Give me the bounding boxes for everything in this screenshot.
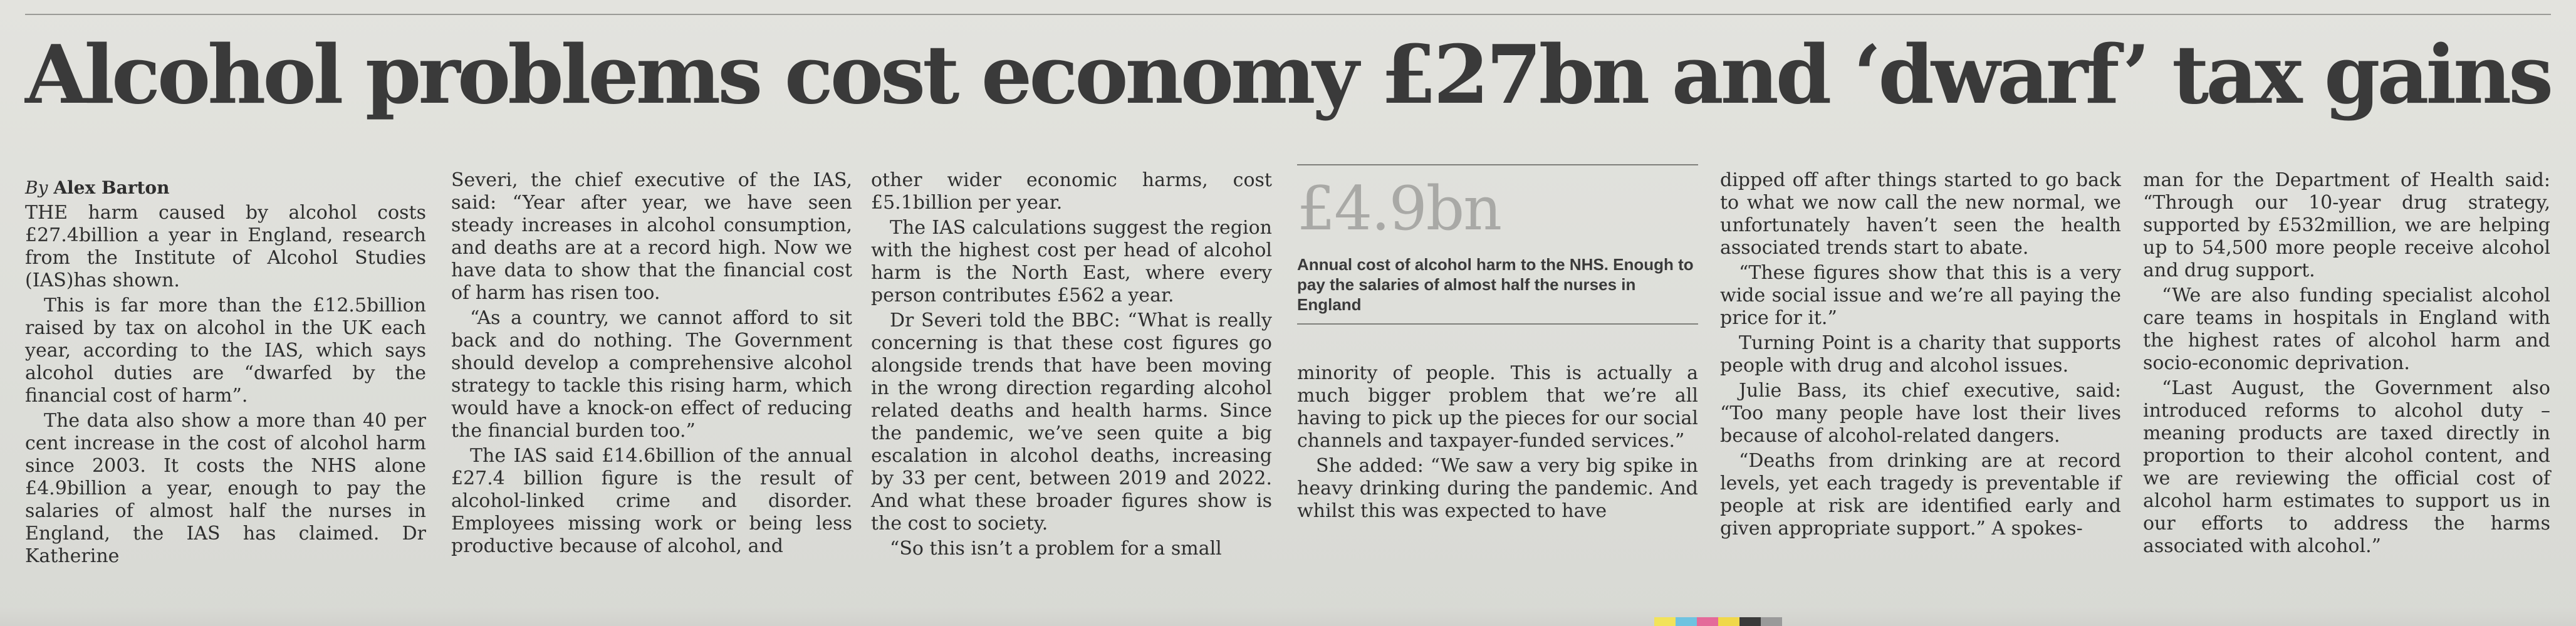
print-color-swatch	[1697, 617, 1718, 626]
print-color-swatch	[1761, 617, 1782, 626]
paragraph: “We are also funding specialist alcohol care teams in hospitals in England with the highest rates of alcohol harm and socio-economic deprivation.	[2143, 284, 2550, 374]
paragraph: “As a country, we cannot afford to sit back and do nothing. The Government should develop a comprehensive alcohol strategy to tackle this rising harm, which would have a knock-on effect of reducing the financial burden too.”	[451, 307, 852, 442]
print-color-swatch	[1739, 617, 1761, 626]
article-column-4	[1297, 164, 1698, 525]
paragraph: The IAS calculations suggest the region with the highest cost per head of alcohol harm is the North East, where every person contributes £562 a year.	[871, 217, 1272, 306]
article-column-6	[2143, 169, 2550, 560]
stat-figure: £4.9bn	[1297, 174, 1501, 244]
byline	[25, 177, 426, 199]
article-column-1	[25, 177, 426, 570]
stat-bottom-rule	[1297, 323, 1698, 325]
paragraph: Severi, the chief executive of the IAS, said: “Year after year, we have seen steady increases in alcohol consumption, and deaths are at a record high. Now we have data to show that the financial cost of harm has risen too.	[451, 169, 852, 304]
stat-caption: Annual cost of alcohol harm to the NHS. Enough to pay the salaries of almost half the nurses in England	[1297, 255, 1694, 314]
print-color-bar	[1654, 617, 1782, 626]
paragraph: Dr Severi told the BBC: “What is really concerning is that these cost figures go alongside trends that have been moving in the wrong direction regarding alcohol related deaths and health harms. Since the pandemic, we’ve seen quite a big escalation in alcohol deaths, increasing by 33 per cent, between 2019 and 2022. And what these broader figures show is the cost to society.	[871, 310, 1272, 535]
paragraph: Turning Point is a charity that supports people with drug and alcohol issues.	[1720, 332, 2121, 377]
article-column-5	[1720, 169, 2121, 543]
paragraph: “These figures show that this is a very wide social issue and we’re all paying the price for it.”	[1720, 262, 2121, 329]
print-color-swatch	[1654, 617, 1676, 626]
article-column-2	[451, 169, 852, 560]
paragraph: The IAS said £14.6billion of the annual £27.4 billion figure is the result of alcohol-linked crime and disorder. Employees missing work or being less productive because of alcohol, and	[451, 445, 852, 557]
print-color-swatch	[1676, 617, 1697, 626]
paragraph: The data also show a more than 40 per cent increase in the cost of alcohol harm since 2003. It costs the NHS alone £4.9billion a year, enough to pay the salaries of almost half the nurses in England, the IAS has claimed. Dr Katherine	[25, 410, 426, 567]
byline-author: Alex Barton	[53, 177, 170, 198]
paragraph: dipped off after things started to go back to what we now call the new normal, we unfortunately haven’t seen the health associated trends start to abate.	[1720, 169, 2121, 259]
paragraph: Julie Bass, its chief executive, said: “Too many people have lost their lives because of alcohol-related dangers.	[1720, 380, 2121, 447]
byline-prefix: By	[25, 177, 48, 198]
paragraph: man for the Department of Health said: “Through our 10-year drug strategy, supported by £532million, we are helping up to 54,500 more people receive alcohol and drug support.	[2143, 169, 2550, 281]
paragraph: minority of people. This is actually a much bigger problem that we’re all having to pick up the pieces for our social channels and taxpayer-funded services.”	[1297, 362, 1698, 452]
paragraph: This is far more than the £12.5billion raised by tax on alcohol in the UK each year, according to the IAS, which says alcohol duties are “dwarfed by the financial cost of harm”.	[25, 295, 426, 407]
page-bottom-edge	[0, 607, 2576, 626]
article-column-3	[871, 169, 1272, 563]
paragraph: “So this isn’t a problem for a small	[890, 538, 1222, 560]
top-rule	[25, 14, 2551, 15]
paragraph: other wider economic harms, cost £5.1billion per year.	[871, 169, 1272, 214]
paragraph: She added: “We saw a very big spike in heavy drinking during the pandemic. And whilst this was expected to have	[1297, 455, 1698, 522]
paragraph: THE harm caused by alcohol costs £27.4billion a year in England, research from the Institute of Alcohol Studies (IAS)has shown.	[25, 202, 426, 291]
paragraph: “Deaths from drinking are at record levels, yet each tragedy is preventable if people at risk are identified early and given appropriate support.” A spokes-	[1720, 450, 2121, 540]
print-color-swatch	[1718, 617, 1739, 626]
headline: Alcohol problems cost economy £27bn and ‘dwarf’ tax gains	[25, 28, 2551, 122]
stat-top-rule	[1297, 164, 1698, 165]
paragraph: “Last August, the Government also introduced reforms to alcohol duty – meaning products are taxed directly in proportion to their alcohol content, and we are reviewing the official cost of alcohol harm estimates to support us in our efforts to address the harms associated with alcohol.”	[2143, 377, 2550, 557]
